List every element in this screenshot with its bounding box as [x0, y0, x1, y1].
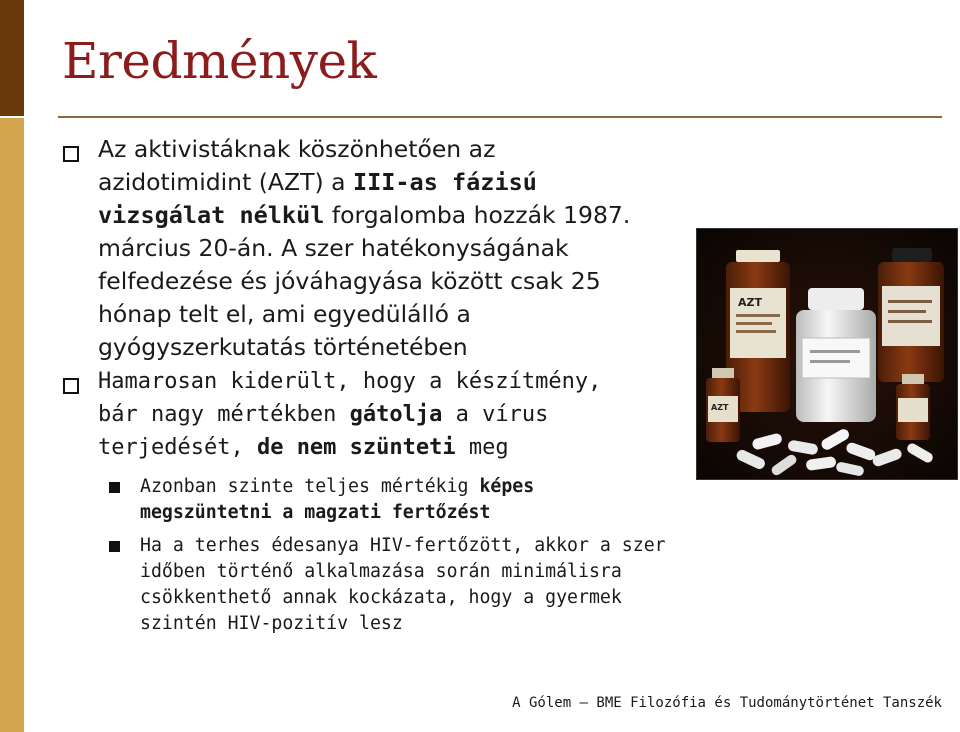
large-bottle-label-text: AZT — [738, 296, 762, 309]
small-vial-right-label — [898, 398, 928, 422]
accent-bar-dark — [0, 0, 24, 116]
bullet-2-line-2: bár nagy mértékben gátolja a vírus — [98, 402, 549, 427]
bullet-2-text — [98, 365, 698, 464]
right-bottle-cap — [892, 248, 932, 262]
white-bottle-label — [802, 338, 870, 378]
sub-bullet-1-text — [140, 474, 700, 526]
small-vial-right-cap — [902, 374, 924, 384]
sub-bullet-2-line-4: szintén HIV-pozitív lesz — [140, 613, 403, 634]
label-line — [888, 320, 932, 323]
bullet-1-text — [98, 133, 698, 364]
bullet-1-line-1: Az aktivistáknak köszönhetően az — [98, 135, 496, 163]
bullet-1-line-2: azidotimidint (AZT) a III-as fázisú — [98, 168, 537, 196]
sub-bullet-1-line-1: Azonban szinte teljes mértékig képes — [140, 476, 535, 497]
sub-bullet-2-square-icon — [109, 541, 120, 552]
large-bottle-cap — [736, 250, 780, 262]
bullet-1-line-6: hónap telt el, ami egyedülálló a — [98, 300, 471, 328]
azt-medication-photo — [696, 228, 958, 480]
accent-bar-light — [0, 118, 24, 732]
label-line — [810, 350, 860, 353]
sub-bullet-2-line-1: Ha a terhes édesanya HIV-fertőzött, akkor a szer — [140, 535, 666, 556]
bullet-1-square-icon — [63, 146, 79, 162]
bullet-1-line-7: gyógyszerkutatás történetében — [98, 333, 468, 361]
slide-title: Eredmények — [62, 32, 377, 90]
footer-credit: A Gólem — BME Filozófia és Tudománytörténet Tanszék — [512, 695, 942, 711]
bullet-1-line-5: felfedezése és jóváhagyása között csak 25 — [98, 267, 601, 295]
title-divider — [58, 116, 942, 118]
sub-bullet-1-line-2: megszüntetni a magzati fertőzést — [140, 502, 491, 523]
label-line — [736, 322, 772, 325]
small-vial-cap — [712, 368, 734, 378]
sub-bullet-1-square-icon — [109, 482, 120, 493]
label-line — [888, 310, 926, 313]
bullet-1-line-4: március 20-án. A szer hatékonyságának — [98, 234, 569, 262]
bullet-2-square-icon — [63, 378, 79, 394]
bullet-1-line-3: vizsgálat nélkül forgalomba hozzák 1987. — [98, 201, 631, 229]
sub-bullet-2-text — [140, 533, 700, 637]
bullet-2-line-3: terjedését, de nem szünteti meg — [98, 435, 509, 460]
label-line — [888, 300, 932, 303]
label-line — [810, 360, 850, 363]
small-vial-label-text: AZT — [711, 403, 729, 412]
sub-bullet-2-line-3: csökkenthető annak kockázata, hogy a gyermek — [140, 587, 622, 608]
bullet-2-line-1: Hamarosan kiderült, hogy a készítmény, — [98, 369, 602, 394]
sub-bullet-2-line-2: időben történő alkalmazása során minimálisra — [140, 561, 622, 582]
right-bottle-label — [882, 286, 940, 346]
white-bottle-cap — [808, 288, 864, 310]
label-line — [736, 314, 780, 317]
label-line — [736, 330, 776, 333]
